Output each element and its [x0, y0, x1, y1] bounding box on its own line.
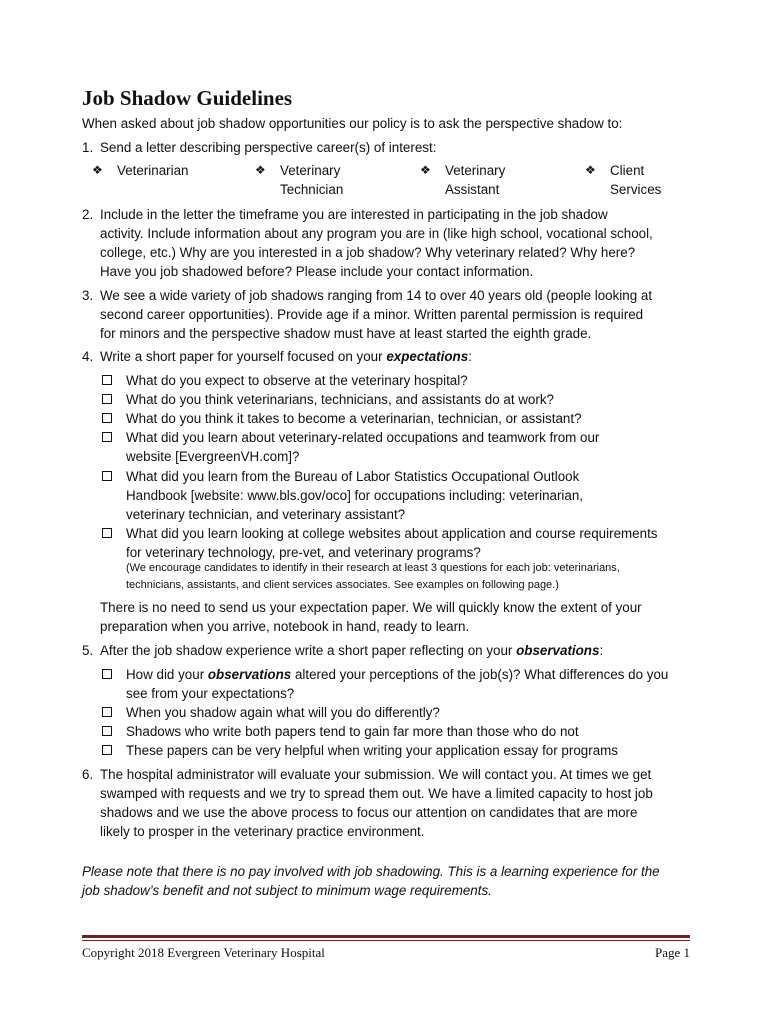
- career-option-veterinarian: [92, 161, 188, 180]
- footer-copyright: Copyright 2018 Evergreen Veterinary Hospital: [82, 945, 325, 960]
- checkbox-icon: [102, 707, 112, 717]
- item-number: 1.: [82, 140, 94, 155]
- career-label-line2: Technician: [280, 182, 344, 197]
- intro-text: When asked about job shadow opportunities our policy is to ask the perspective shadow to:: [82, 116, 623, 131]
- item-line: Include in the letter the timeframe you are interested in participating in the job shadow: [100, 207, 608, 222]
- observation-question: How did your observations altered your perceptions of the job(s)? What differences do you see from your expectations?: [102, 665, 702, 703]
- item-number: 3.: [82, 288, 94, 303]
- diamond-bullet-icon: ❖: [585, 163, 596, 177]
- career-label: Veterinary: [445, 163, 506, 178]
- footer-page-number: Page 1: [654, 945, 690, 960]
- guideline-item-2: [82, 205, 692, 281]
- career-label-line2: Services: [610, 182, 662, 197]
- page-title: Job Shadow Guidelines: [82, 86, 293, 110]
- career-option-veterinary-assistant: [420, 161, 505, 199]
- closing-note: Please note that there is no pay involved with job shadowing. This is a learning experience for the job shadow’s benefit and not subject to minimum wage requirements.: [82, 864, 660, 898]
- item-number: 4.: [82, 349, 94, 364]
- career-label: Client: [610, 163, 645, 178]
- item-text: After the job shadow experience write a short paper reflecting on your observations:: [100, 643, 604, 658]
- guideline-item-4: [82, 347, 692, 366]
- diamond-bullet-icon: ❖: [255, 163, 266, 177]
- observation-question: These papers can be very helpful when writing your application essay for programs: [102, 741, 702, 760]
- diamond-bullet-icon: ❖: [92, 163, 103, 177]
- item-number: 6.: [82, 767, 94, 782]
- guideline-item-5: [82, 641, 692, 660]
- emphasis-expectations: expectations: [386, 349, 469, 364]
- item-line: Have you job shadowed before? Please include your contact information.: [100, 264, 534, 279]
- checkbox-icon: [102, 471, 112, 481]
- checkbox-icon: [102, 669, 112, 679]
- item-text: Write a short paper for yourself focused on your expectations:: [100, 349, 472, 364]
- expectation-question: What did you learn looking at college websites about application and course requirements for veterinary technology, pre-vet, and veterinary programs?: [102, 524, 702, 562]
- item-line: second career opportunities). Provide age if a minor. Written parental permission is required: [100, 307, 644, 322]
- career-option-client-services: [585, 161, 661, 199]
- guideline-item-6: [82, 765, 692, 841]
- guideline-item-1: [82, 138, 692, 157]
- item-line: activity. Include information about any program you are in (like high school, vocational school,: [100, 226, 653, 241]
- item-text: Send a letter describing perspective career(s) of interest:: [100, 140, 437, 155]
- career-label: Veterinarian: [117, 163, 189, 178]
- checkbox-icon: [102, 394, 112, 404]
- checkbox-icon: [102, 726, 112, 736]
- encourage-note: (We encourage candidates to identify in their research at least 3 questions for each job: veterinarians, technicians, assistants, and client services associates. See examples on following page.): [126, 562, 620, 591]
- checkbox-icon: [102, 528, 112, 538]
- expectation-question: What do you think veterinarians, technicians, and assistants do at work?: [102, 390, 702, 409]
- footer-rule-thick: [82, 935, 690, 938]
- checkbox-icon: [102, 375, 112, 385]
- emphasis-observations: observations: [516, 643, 600, 658]
- item-line: shadows and we use the above process to focus our attention on candidates that are more: [100, 805, 638, 820]
- item-number: 5.: [82, 643, 94, 658]
- career-label-line2: Assistant: [445, 182, 500, 197]
- checkbox-icon: [102, 745, 112, 755]
- item-line: We see a wide variety of job shadows ranging from 14 to over 40 years old (people looking at: [100, 288, 653, 303]
- observation-question: When you shadow again what will you do differently?: [102, 703, 702, 722]
- observation-question: Shadows who write both papers tend to gain far more than those who do not: [102, 722, 702, 741]
- career-option-veterinary-technician: [255, 161, 343, 199]
- item-line: The hospital administrator will evaluate your submission. We will contact you. At times we get: [100, 767, 652, 782]
- checkbox-icon: [102, 432, 112, 442]
- expectation-question: What do you expect to observe at the veterinary hospital?: [102, 371, 702, 390]
- expectation-question: What do you think it takes to become a veterinarian, technician, or assistant?: [102, 409, 702, 428]
- guideline-item-3: [82, 286, 692, 343]
- item-line: college, etc.) Why are you interested in a job shadow? Why veterinary related? Why here?: [100, 245, 636, 260]
- item-number: 2.: [82, 207, 94, 222]
- item-line: for minors and the perspective shadow must have at least started the eighth grade.: [100, 326, 592, 341]
- checkbox-icon: [102, 413, 112, 423]
- career-label: Veterinary: [280, 163, 341, 178]
- footer-rule-thin: [82, 940, 690, 941]
- expectation-question: What did you learn from the Bureau of Labor Statistics Occupational Outlook Handbook [website: www.bls.gov/oco] for occupations including: veterinarian, veterinary technician, and veterinary assistant?: [102, 467, 702, 524]
- diamond-bullet-icon: ❖: [420, 163, 431, 177]
- item-line: likely to prosper in the veterinary practice environment.: [100, 824, 425, 839]
- no-need-note: There is no need to send us your expectation paper. We will quickly know the extent of your preparation when you arrive, notebook in hand, ready to learn.: [100, 600, 642, 634]
- expectation-question: What did you learn about veterinary-related occupations and teamwork from our website [EvergreenVH.com]?: [102, 428, 702, 466]
- item-line: swamped with requests and we try to spread them out. We have a limited capacity to host job: [100, 786, 653, 801]
